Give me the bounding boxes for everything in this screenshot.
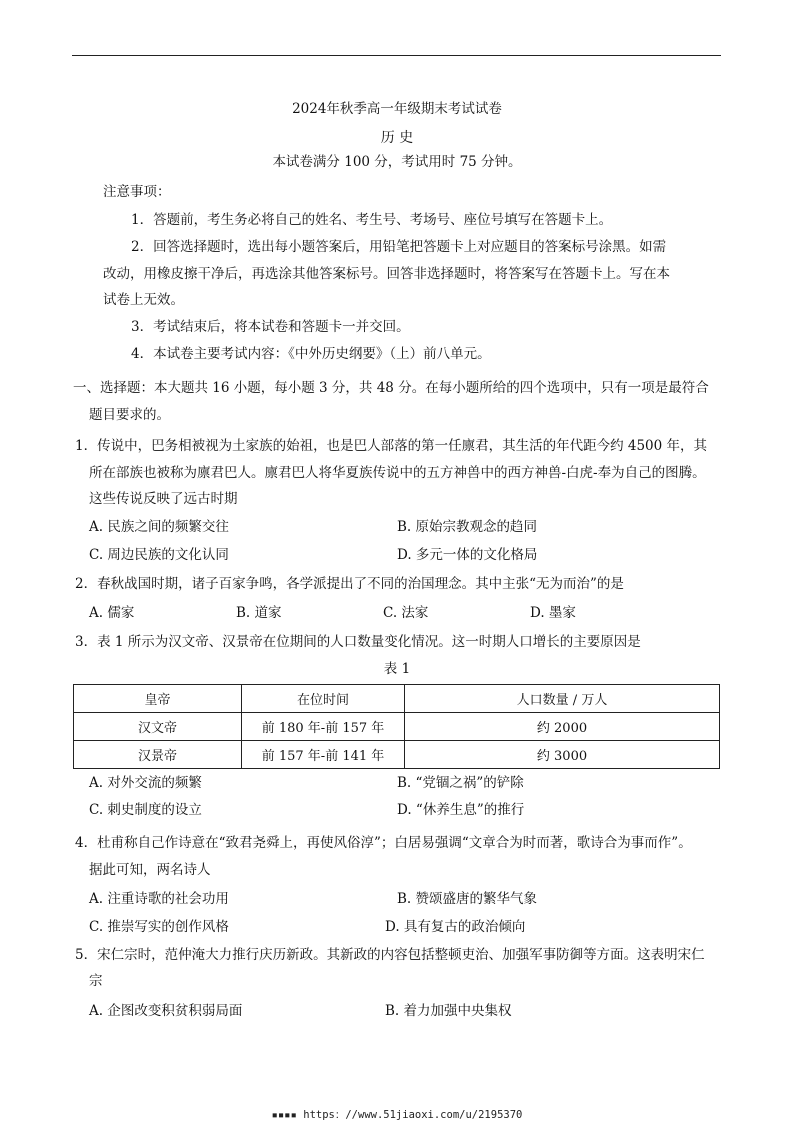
question-4-stem: 据此可知，两名诗人 (89, 862, 211, 878)
question-2-option-a: A. 儒家 (89, 605, 135, 621)
table-cell: 约 2000 (405, 713, 720, 741)
table-cell: 前 180 年-前 157 年 (242, 713, 405, 741)
question-3-option-c: C. 刺史制度的设立 (89, 802, 202, 818)
table-row (74, 713, 720, 741)
exam-title: 2024年秋季高一年级期末考试试卷 (292, 101, 502, 117)
question-3-option-a: A. 对外交流的频繁 (89, 775, 202, 791)
notice-line: 试卷上无效。 (103, 292, 184, 308)
header-rule (72, 55, 721, 56)
notice-line: 1．答题前，考生务必将自己的姓名、考生号、考场号、座位号填写在答题卡上。 (131, 212, 613, 228)
question-2-option-c: C. 法家 (383, 605, 429, 621)
exam-info: 本试卷满分 100 分，考试用时 75 分钟。 (272, 154, 522, 170)
question-3-stem: 3．表 1 所示为汉文帝、汉景帝在位期间的人口数量变化情况。这一时期人口增长的主要原因是 (75, 634, 641, 650)
question-1-option-b: B. 原始宗教观念的趋同 (397, 519, 538, 535)
question-2-option-d: D. 墨家 (530, 605, 576, 621)
table-caption: 表 1 (383, 661, 411, 677)
table-header-row (74, 685, 720, 713)
table-header-cell: 人口数量 / 万人 (405, 685, 720, 713)
question-5-option-b: B. 着力加强中央集权 (385, 1003, 512, 1019)
question-5-stem: 宗 (89, 973, 103, 989)
notice-line: 2．回答选择题时，选出每小题答案后，用铅笔把答题卡上对应题目的答案标号涂黑。如需 (131, 239, 667, 255)
question-1-stem: 这些传说反映了远古时期 (89, 491, 238, 507)
table-header-cell: 在位时间 (242, 685, 405, 713)
population-table (73, 684, 720, 769)
notice-line: 3．考试结束后，将本试卷和答题卡一并交回。 (131, 319, 410, 335)
question-2-option-b: B. 道家 (236, 605, 282, 621)
footer-url: ▪▪▪▪ https：//www.51jiaoxi.com/u/2195370 (271, 1109, 523, 1121)
question-4-option-c: C. 推崇写实的创作风格 (89, 919, 229, 935)
table-cell: 约 3000 (405, 741, 720, 769)
question-1-option-d: D. 多元一体的文化格局 (397, 547, 538, 563)
question-5-option-a: A. 企图改变积贫积弱局面 (89, 1003, 243, 1019)
section-heading: 一、选择题：本大题共 16 小题，每小题 3 分，共 48 分。在每小题所给的四个选项中，只有一项是最符合 (73, 380, 709, 396)
question-3-option-b: B. “党锢之祸”的铲除 (397, 775, 524, 791)
question-1-option-c: C. 周边民族的文化认同 (89, 547, 229, 563)
question-4-stem: 4．杜甫称自己作诗意在“致君尧舜上，再使风俗淳”；白居易强调“文章合为时而著，歌诗合为事而作”。 (75, 835, 692, 851)
notice-line: 改动，用橡皮擦干净后，再选涂其他答案标号。回答非选择题时，将答案写在答题卡上。写在本 (103, 266, 670, 282)
table-cell: 前 157 年-前 141 年 (242, 741, 405, 769)
notice-line: 4．本试卷主要考试内容：《中外历史纲要》（上）前八单元。 (131, 346, 491, 362)
notice-heading: 注意事项： (103, 184, 171, 200)
table-row (74, 741, 720, 769)
table-cell: 汉景帝 (74, 741, 242, 769)
question-1-stem: 所在部族也被称为廪君巴人。廪君巴人将华夏族传说中的五方神兽中的西方神兽-白虎-奉为自己的图腾。 (89, 465, 706, 481)
question-4-option-b: B. 赞颂盛唐的繁华气象 (397, 891, 538, 907)
question-4-option-a: A. 注重诗歌的社会功用 (89, 891, 229, 907)
question-1-stem: 1．传说中，巴务相被视为土家族的始祖，也是巴人部落的第一任廪君，其生活的年代距今约 4500 年，其 (75, 438, 708, 454)
table-header-cell: 皇帝 (74, 685, 242, 713)
question-1-option-a: A. 民族之间的频繁交往 (89, 519, 229, 535)
question-5-stem: 5．宋仁宗时，范仲淹大力推行庆历新政。其新政的内容包括整顿吏治、加强军事防御等方面。这表明宋仁 (75, 947, 705, 963)
table-cell: 汉文帝 (74, 713, 242, 741)
question-2-stem: 2．春秋战国时期，诸子百家争鸣，各学派提出了不同的治国理念。其中主张“无为而治”的是 (75, 576, 624, 592)
section-heading-cont: 题目要求的。 (89, 407, 170, 423)
subject-title: 历 史 (380, 130, 414, 146)
question-3-option-d: D. “休养生息”的推行 (397, 802, 525, 818)
question-4-option-d: D. 具有复古的政治倾向 (385, 919, 526, 935)
